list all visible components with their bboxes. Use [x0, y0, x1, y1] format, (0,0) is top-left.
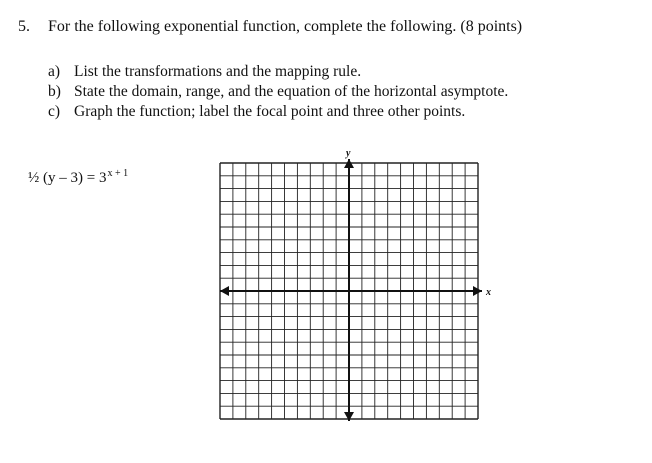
- part-c-letter: c): [48, 103, 61, 120]
- part-b-letter: b): [48, 83, 61, 100]
- axes: [220, 159, 482, 421]
- part-c-text: Graph the function; label the focal point and three other points.: [74, 103, 466, 120]
- graph-area: [210, 145, 500, 430]
- question-number: 5.: [18, 18, 30, 35]
- part-a-text: List the transformations and the mapping rule.: [74, 63, 362, 80]
- coordinate-grid: [210, 145, 500, 430]
- question-parts-list: [48, 62, 508, 122]
- equation-main: ½ (y – 3) = 3: [28, 170, 107, 186]
- part-b: [48, 82, 508, 102]
- question-header: [18, 18, 522, 36]
- x-axis-left-arrow: [220, 286, 229, 296]
- equation: [28, 168, 128, 187]
- equation-exponent: x + 1: [107, 168, 129, 179]
- x-axis-label: x: [486, 287, 491, 298]
- y-axis-label: y: [346, 148, 351, 159]
- part-a-letter: a): [48, 63, 61, 80]
- question-text: For the following exponential function, complete the following. (8 points): [48, 18, 523, 35]
- part-a: [48, 62, 508, 82]
- part-b-text: State the domain, range, and the equation of the horizontal asymptote.: [74, 83, 509, 100]
- part-c: [48, 102, 508, 122]
